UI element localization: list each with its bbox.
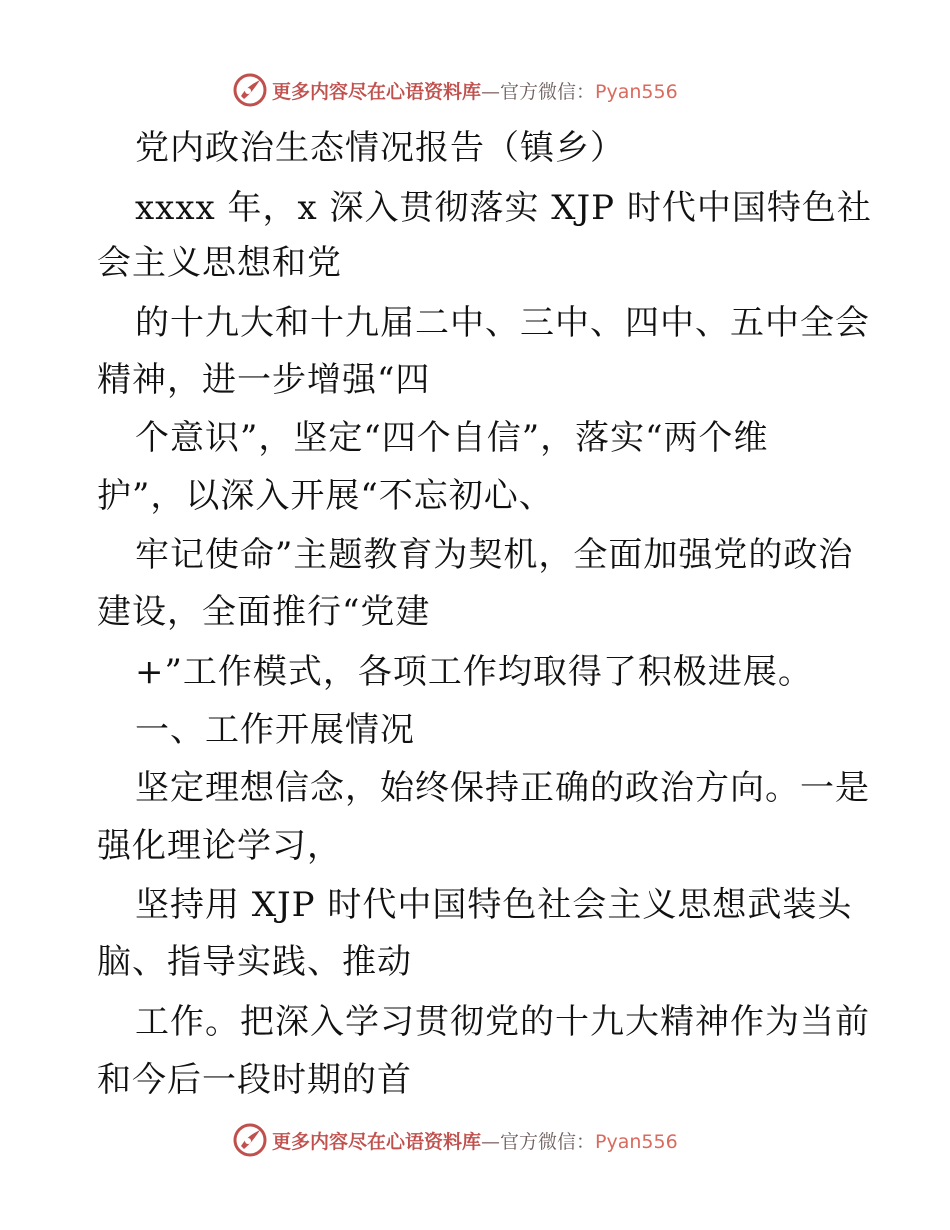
brand-logo-icon (232, 1122, 268, 1158)
paragraph-line: 坚持用 XJP 时代中国特色社会主义思想武装头 (135, 885, 853, 925)
document-title: 党内政治生态情况报告（镇乡） (135, 128, 625, 168)
paragraph-line: 和今后一段时期的首 (97, 1060, 412, 1100)
paragraph-line: 精神，进一步增强“四 (97, 360, 431, 400)
paragraph-line: 牢记使命”主题教育为契机，全面加强党的政治 (135, 535, 854, 575)
paragraph-line: 会主义思想和党 (97, 243, 342, 283)
paragraph-line: 个意识”，坚定“四个自信”，落实“两个维 (135, 418, 769, 458)
section-heading: 一、工作开展情况 (135, 710, 415, 750)
watermark-text: 更多内容尽在心语资料库—官方微信：Pyan556 (272, 80, 678, 103)
paragraph-line: 强化理论学习， (97, 826, 342, 866)
paragraph-line: 工作。把深入学习贯彻党的十九大精神作为当前 (135, 1002, 870, 1042)
paragraph-line: 坚定理想信念，始终保持正确的政治方向。一是 (135, 768, 870, 808)
paragraph-line: 脑、指导实践、推动 (97, 942, 412, 982)
paragraph-line: 建设，全面推行“党建 (97, 592, 431, 632)
paragraph-line: xxxx 年，x 深入贯彻落实 XJP 时代中国特色社 (135, 188, 872, 228)
watermark-text: 更多内容尽在心语资料库—官方微信：Pyan556 (272, 1130, 678, 1153)
footer-watermark (232, 1120, 752, 1160)
paragraph-line: 护”，以深入开展“不忘初心、 (97, 476, 554, 516)
paragraph-line: 的十九大和十九届二中、三中、四中、五中全会 (135, 303, 870, 343)
paragraph-line: +”工作模式，各项工作均取得了积极进展。 (135, 652, 813, 692)
